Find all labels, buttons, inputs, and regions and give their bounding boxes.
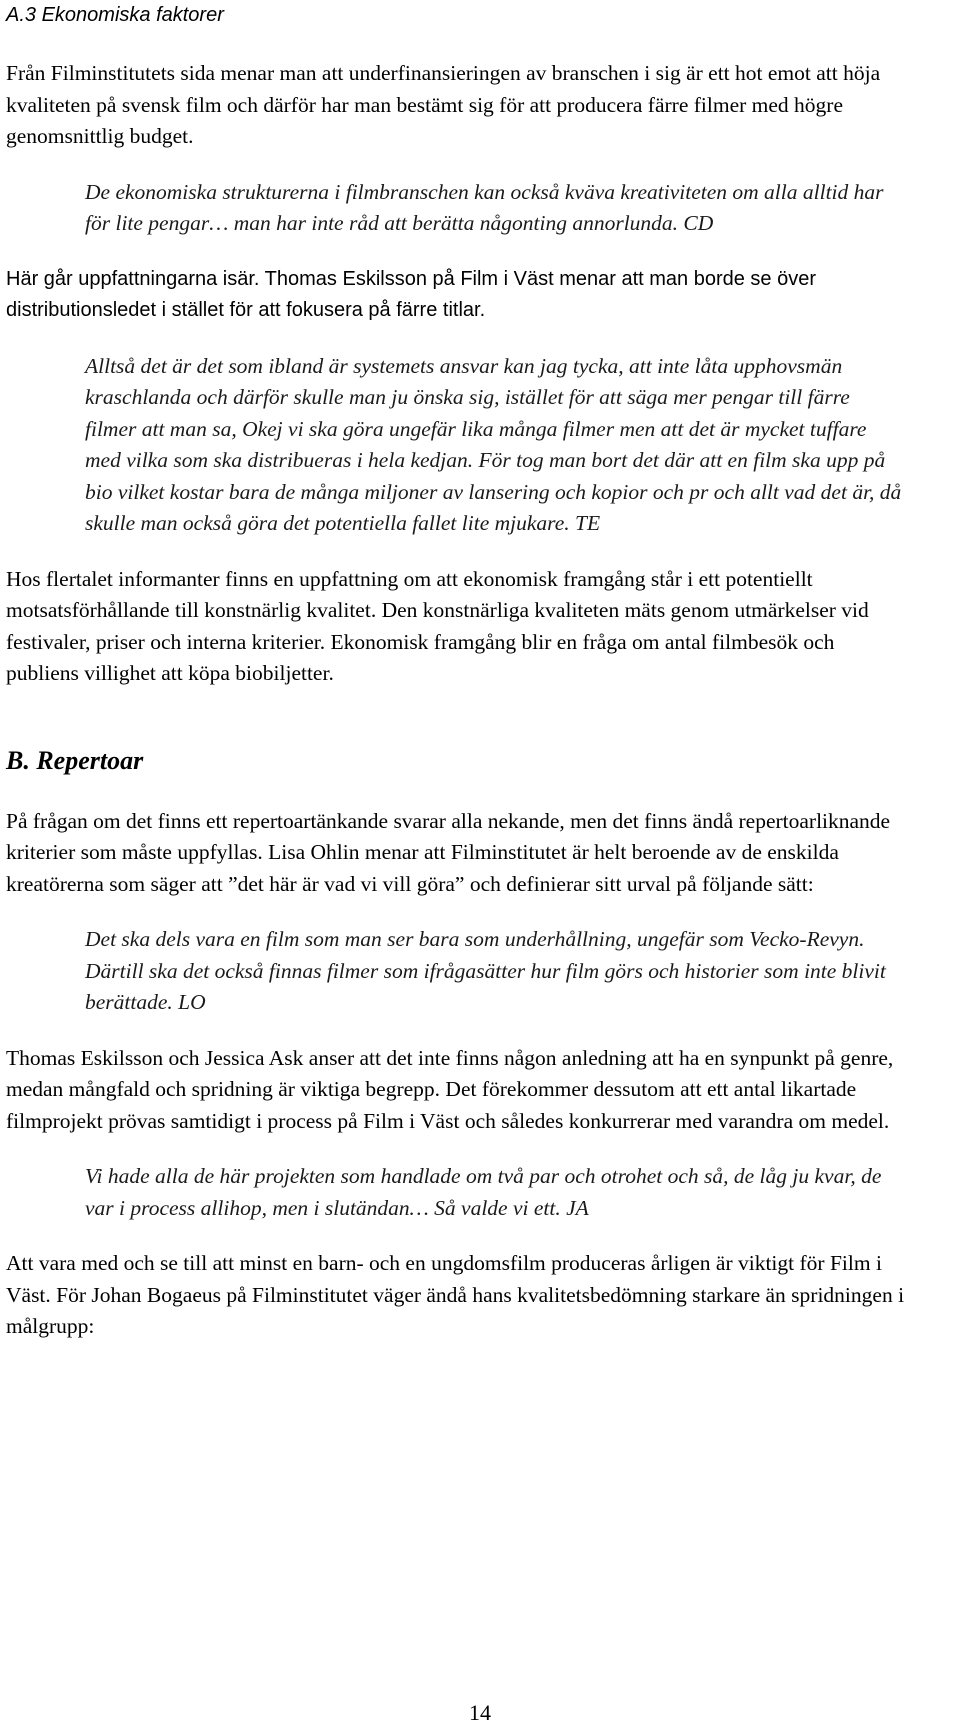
page-number: 14: [469, 1700, 491, 1725]
block-quote: Alltså det är det som ibland är systemets ansvar kan jag tycka, att inte låta upphovsmän kraschlanda och därför skulle man ju önska sig, istället för att säga mer pengar till färre filmer att man sa, Okej vi ska göra ungefär lika många filmer men att det är mycket tuffare med vilka som ska distribueras i hela kedjan. För tog man bort det där att en film ska upp på bio vilket kostar bara de många miljoner av lansering och kopior och pr och allt vad det är, då skulle man också göra det potentiella fallet lite mjukare. TE: [85, 353, 902, 535]
paragraph: På frågan om det finns ett repertoartänkande svarar alla nekande, men det finns ändå repertoarliknande kriterier som måste uppfyllas. Lisa Ohlin menar att Filminstitutet är helt beroende av de enskilda kreatörerna som säger att ”det här är vad vi vill göra” och definierar sitt urval på följande sätt:: [6, 808, 891, 896]
section-heading-b: B. Repertoar: [6, 745, 144, 775]
section-heading-a3: A.3 Ekonomiska faktorer: [6, 4, 224, 26]
paragraph: Att vara med och se till att minst en barn- och en ungdomsfilm produceras årligen är viktigt för Film i Väst. För Johan Bogaeus på Filminstitutet väger ändå hans kvalitetsbedömning starkare än spridningen i målgrupp:: [6, 1251, 905, 1338]
paragraph: Från Filminstitutets sida menar man att underfinansieringen av branschen i sig är ett hot emot att höja kvaliteten på svensk film och därför har man bestämt sig för att producera färre filmer med högre genomsnittlig budget.: [6, 61, 881, 148]
block-quote: Vi hade alla de här projekten som handlade om två par och otrohet och så, de låg ju kvar, de var i process allihop, men i slutändan… Så valde vi ett. JA: [85, 1164, 882, 1220]
paragraph: Här går uppfattningarna isär. Thomas Eskilsson på Film i Väst menar att man borde se över distributionsledet i stället för att fokusera på färre titlar.: [6, 267, 817, 321]
document-page: [6, 0, 906, 1343]
paragraph: Hos flertalet informanter finns en uppfattning om att ekonomisk framgång står i ett potentiellt motsatsförhållande till konstnärlig kvalitet. Den konstnärliga kvaliteten mäts genom utmärkelser vid festivaler, priser och interna kriterier. Ekonomisk framgång blir en fråga om antal filmbesök och publiens villighet att köpa biobiljetter.: [6, 566, 869, 685]
block-quote: Det ska dels vara en film som man ser bara som underhållning, ungefär som Vecko-Revyn. Därtill ska det också finnas filmer som ifrågasätter hur film görs och historier som inte blivit berättade. LO: [85, 927, 886, 1014]
block-quote: De ekonomiska strukturerna i filmbranschen kan också kväva kreativiteten om alla alltid har för lite pengar… man har inte råd att berätta någonting annorlunda. CD: [85, 179, 884, 235]
paragraph: Thomas Eskilsson och Jessica Ask anser att det inte finns någon anledning att ha en synpunkt på genre, medan mångfald och spridning är viktiga begrepp. Det förekommer dessutom att ett antal likartade filmprojekt prövas samtidigt i process på Film i Väst och således konkurrerar med varandra om medel.: [6, 1045, 894, 1133]
